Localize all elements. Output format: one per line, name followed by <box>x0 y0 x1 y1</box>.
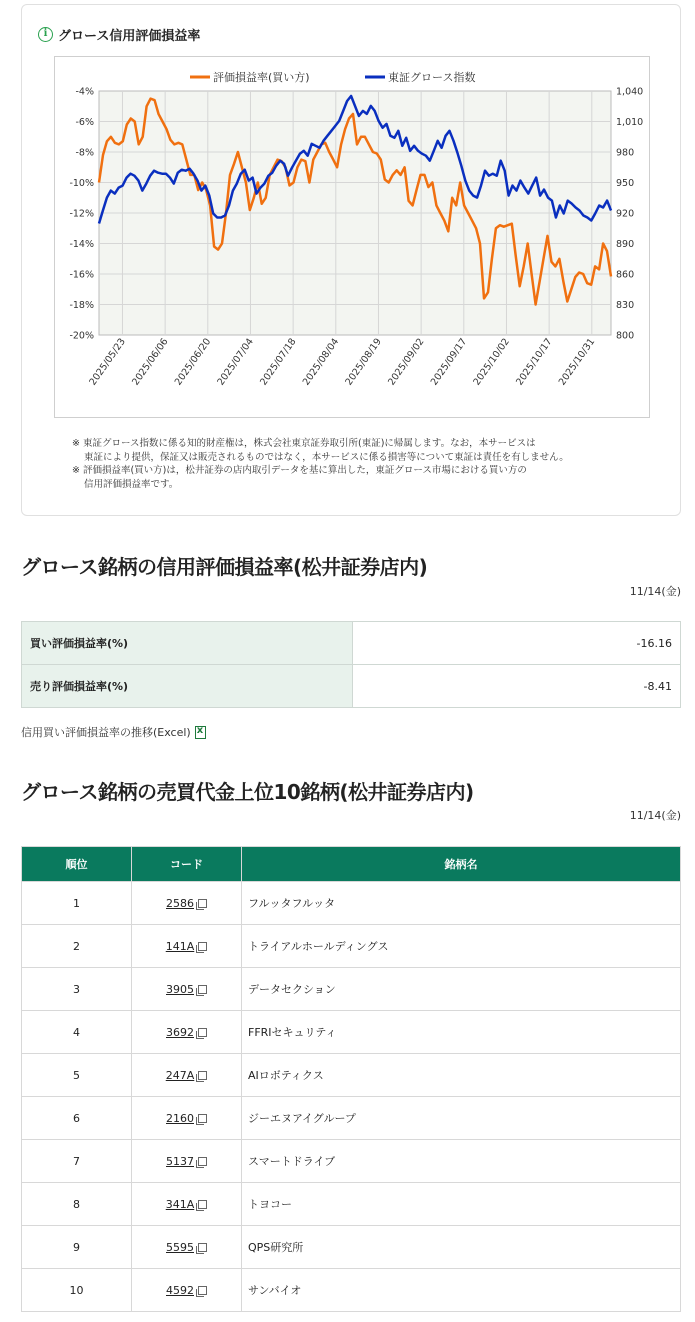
stock-code-link[interactable]: 5137 <box>166 1154 194 1168</box>
y-right-tick-label: 1,010 <box>616 117 644 128</box>
y-left-tick-label: -16% <box>69 269 94 281</box>
y-left-tick-label: -20% <box>69 330 94 342</box>
table-row <box>22 665 681 708</box>
info-icon[interactable]: i <box>38 27 53 42</box>
note-line: 信用評価損益率です。 <box>84 478 179 490</box>
external-link-icon[interactable] <box>198 942 207 951</box>
code-cell <box>132 1054 242 1097</box>
stock-code-link[interactable]: 341A <box>165 1197 195 1211</box>
x-tick-label: 2025/09/17 <box>428 336 470 388</box>
table-row <box>22 622 681 665</box>
stock-code-link[interactable]: 247A <box>165 1068 195 1082</box>
y-left-tick-label: -18% <box>69 300 94 311</box>
column-header-rank: 順位 <box>22 847 132 882</box>
code-cell <box>132 1226 242 1269</box>
rank-cell: 2 <box>22 925 132 968</box>
code-cell <box>132 1140 242 1183</box>
x-tick-label: 2025/07/04 <box>215 336 256 388</box>
x-tick-label: 2025/09/02 <box>386 336 427 388</box>
rank-cell: 8 <box>22 1183 132 1226</box>
table-row <box>22 1054 681 1097</box>
external-link-icon[interactable] <box>198 899 207 908</box>
y-right-tick-label: 830 <box>616 300 635 311</box>
stock-code-link[interactable]: 4592 <box>166 1283 194 1297</box>
table-row <box>22 1011 681 1054</box>
sell-rate-value: -8.41 <box>353 665 681 708</box>
stock-name-cell: スマートドライブ <box>242 1140 681 1183</box>
external-link-icon[interactable] <box>198 1200 207 1209</box>
stock-name-cell: AIロボティクス <box>242 1054 681 1097</box>
credit-rate-date: 11/14(金) <box>629 585 681 598</box>
y-right-tick-label: 800 <box>616 330 635 342</box>
sell-rate-label: 売り評価損益率(%) <box>22 665 353 708</box>
credit-rate-table <box>21 621 681 708</box>
credit-rate-chart <box>55 57 649 417</box>
legend-label: 東証グロース指数 <box>388 71 476 84</box>
code-cell <box>132 1269 242 1312</box>
external-link-icon[interactable] <box>198 1114 207 1123</box>
code-cell <box>132 968 242 1011</box>
column-header-name: 銘柄名 <box>242 847 681 882</box>
stock-name-cell: サンバイオ <box>242 1269 681 1312</box>
y-right-tick-label: 980 <box>616 147 635 159</box>
stock-name-cell: トヨコー <box>242 1183 681 1226</box>
stock-name-cell: FFRIセキュリティ <box>242 1011 681 1054</box>
external-link-icon[interactable] <box>198 1157 207 1166</box>
rank-cell: 4 <box>22 1011 132 1054</box>
table-row <box>22 1269 681 1312</box>
table-row <box>22 1183 681 1226</box>
rank-cell: 9 <box>22 1226 132 1269</box>
x-tick-label: 2025/06/06 <box>130 336 171 388</box>
stock-name-cell: QPS研究所 <box>242 1226 681 1269</box>
y-right-tick-label: 1,040 <box>616 86 644 98</box>
stock-name-cell: トライアルホールディングス <box>242 925 681 968</box>
table-row <box>22 1226 681 1269</box>
stock-code-link[interactable]: 2160 <box>166 1111 194 1125</box>
y-right-tick-label: 860 <box>616 269 635 281</box>
rank-cell: 3 <box>22 968 132 1011</box>
x-tick-label: 2025/10/17 <box>514 336 555 388</box>
code-cell <box>132 925 242 968</box>
x-tick-label: 2025/07/18 <box>258 336 299 388</box>
chart-title-text: グロース信用評価損益率 <box>58 29 201 44</box>
chart-notes <box>72 437 672 491</box>
ranking-table <box>21 846 681 1312</box>
stock-code-link[interactable]: 2586 <box>166 896 194 910</box>
stock-code-link[interactable]: 141A <box>165 939 195 953</box>
external-link-icon[interactable] <box>198 985 207 994</box>
table-header-row <box>22 847 681 882</box>
y-left-tick-label: -8% <box>75 147 94 159</box>
code-cell <box>132 1011 242 1054</box>
excel-link-text[interactable]: 信用買い評価損益率の推移(Excel) <box>21 726 191 739</box>
code-cell <box>132 1097 242 1140</box>
stock-code-link[interactable]: 3905 <box>166 982 194 996</box>
table-row <box>22 1140 681 1183</box>
buy-rate-label: 買い評価損益率(%) <box>22 622 353 665</box>
rank-cell: 6 <box>22 1097 132 1140</box>
y-left-tick-label: -10% <box>69 178 94 189</box>
y-right-tick-label: 890 <box>616 239 635 250</box>
excel-download-link[interactable] <box>21 724 206 740</box>
x-tick-label: 2025/10/31 <box>556 336 598 388</box>
external-link-icon[interactable] <box>198 1243 207 1252</box>
y-left-tick-label: -14% <box>69 239 94 250</box>
y-left-tick-label: -4% <box>75 86 94 98</box>
buy-rate-value: -16.16 <box>353 622 681 665</box>
credit-rate-heading: グロース銘柄の信用評価損益率(松井証券店内) <box>21 555 428 579</box>
table-row <box>22 968 681 1011</box>
external-link-icon[interactable] <box>198 1028 207 1037</box>
ranking-date: 11/14(金) <box>629 809 681 822</box>
table-row <box>22 1097 681 1140</box>
chart-container <box>54 56 650 418</box>
chart-card <box>21 4 681 516</box>
legend-label: 評価損益率(買い方) <box>213 71 310 84</box>
external-link-icon[interactable] <box>198 1071 207 1080</box>
stock-name-cell: データセクション <box>242 968 681 1011</box>
y-left-tick-label: -6% <box>75 117 94 128</box>
note-line: ※ 評価損益率(買い方)は，松井証券の店内取引データを基に算出した，東証グロース市場における買い方の <box>72 465 527 476</box>
x-tick-label: 2025/08/04 <box>300 336 342 388</box>
rank-cell: 5 <box>22 1054 132 1097</box>
excel-icon[interactable] <box>195 726 206 739</box>
stock-code-link[interactable]: 3692 <box>166 1025 194 1039</box>
x-tick-label: 2025/10/02 <box>471 336 512 388</box>
stock-name-cell: フルッタフルッタ <box>242 882 681 925</box>
column-header-code: コード <box>132 847 242 882</box>
rank-cell: 1 <box>22 882 132 925</box>
x-tick-label: 2025/06/20 <box>172 336 214 388</box>
x-tick-label: 2025/05/23 <box>87 336 128 388</box>
chart-section-title <box>38 25 200 44</box>
code-cell <box>132 1183 242 1226</box>
ranking-heading: グロース銘柄の売買代金上位10銘柄(松井証券店内) <box>21 780 474 804</box>
y-right-tick-label: 920 <box>616 208 635 220</box>
y-left-tick-label: -12% <box>69 208 94 220</box>
note-line: 東証により提供，保証又は販売されるものではなく，本サービスに係る損害等について東証は責任を有しません。 <box>84 451 569 463</box>
x-tick-label: 2025/08/19 <box>343 336 384 388</box>
table-row <box>22 925 681 968</box>
external-link-icon[interactable] <box>198 1286 207 1295</box>
stock-name-cell: ジーエヌアイグループ <box>242 1097 681 1140</box>
y-right-tick-label: 950 <box>616 178 635 189</box>
code-cell <box>132 882 242 925</box>
table-row <box>22 882 681 925</box>
rank-cell: 10 <box>22 1269 132 1312</box>
note-line: ※ 東証グロース指数に係る知的財産権は，株式会社東京証券取引所(東証)に帰属します。なお，本サービスは <box>72 438 536 449</box>
rank-cell: 7 <box>22 1140 132 1183</box>
stock-code-link[interactable]: 5595 <box>166 1240 194 1254</box>
